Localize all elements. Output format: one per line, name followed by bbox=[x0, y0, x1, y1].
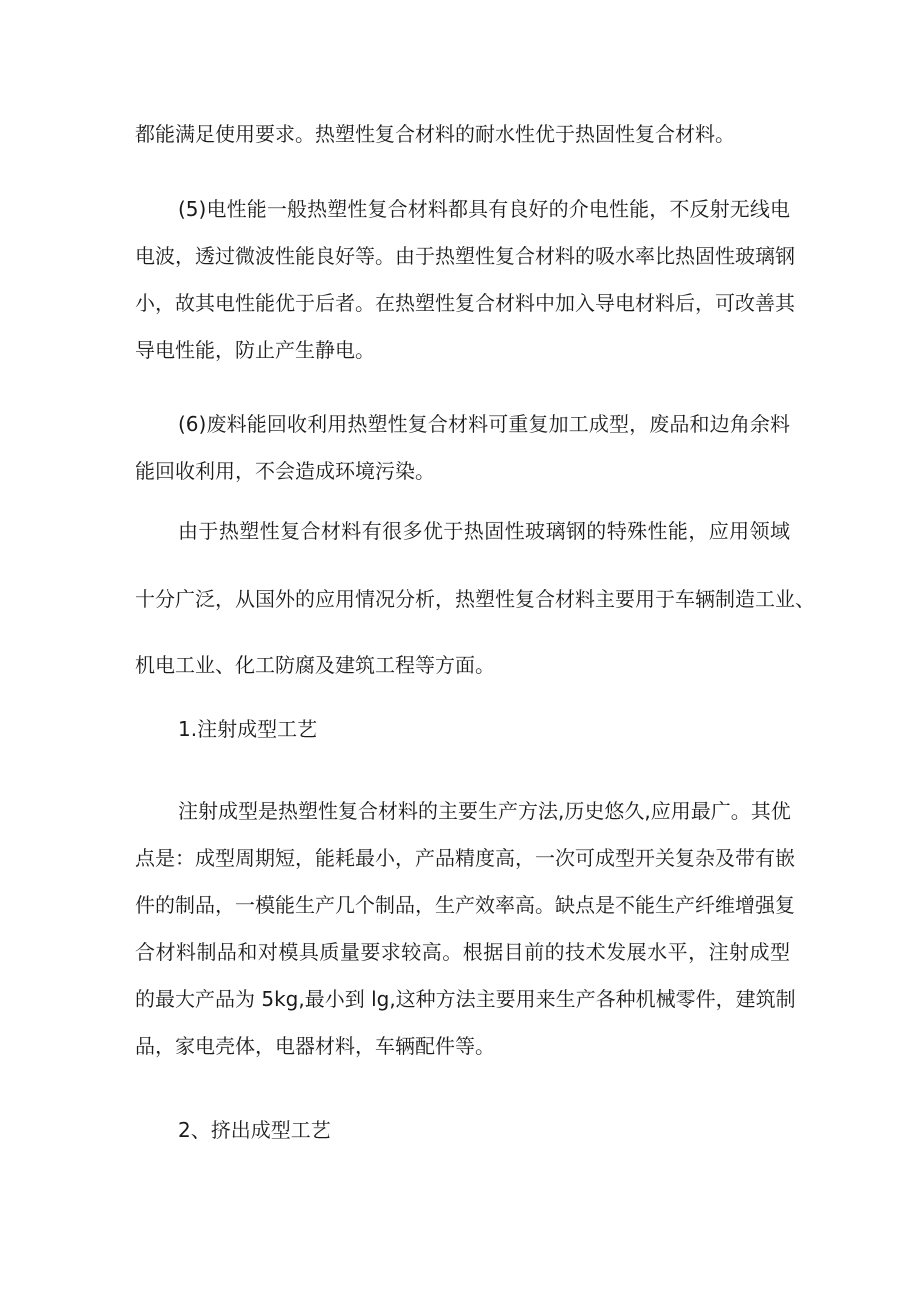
paragraph-line: 能回收利用，不会造成环境污染。 bbox=[135, 459, 435, 483]
section-heading: 2、挤出成型工艺 bbox=[178, 1118, 331, 1142]
paragraph-line: 件的制品，一模能生产几个制品，生产效率高。缺点是不能生产纤维增强复 bbox=[135, 893, 795, 917]
paragraph-line: (5)电性能一般热塑性复合材料都具有良好的介电性能，不反射无线电 bbox=[178, 197, 790, 221]
paragraph-line: 的最大产品为 5kg,最小到 lg,这种方法主要用来生产各种机械零件，建筑制 bbox=[135, 987, 796, 1011]
paragraph-line: 导电性能，防止产生静电。 bbox=[135, 338, 375, 362]
section-heading: 1.注射成型工艺 bbox=[178, 717, 318, 741]
paragraph-line: 十分广泛，从国外的应用情况分析，热塑性复合材料主要用于车辆制造工业、 bbox=[135, 587, 815, 611]
paragraph-line: 小，故其电性能优于后者。在热塑性复合材料中加入导电材料后，可改善其 bbox=[135, 291, 795, 315]
paragraph-line: 注射成型是热塑性复合材料的主要生产方法,历史悠久,应用最广。其优 bbox=[178, 799, 791, 823]
paragraph-line: 机电工业、化工防腐及建筑工程等方面。 bbox=[135, 653, 495, 677]
paragraph-line: 都能满足使用要求。热塑性复合材料的耐水性优于热固性复合材料。 bbox=[135, 122, 735, 146]
paragraph-line: 由于热塑性复合材料有很多优于热固性玻璃钢的特殊性能，应用领域 bbox=[178, 519, 790, 543]
paragraph-line: (6)废料能回收利用热塑性复合材料可重复加工成型，废品和边角余料 bbox=[178, 412, 790, 436]
paragraph-line: 点是：成型周期短，能耗最小，产品精度高，一次可成型开关复杂及带有嵌 bbox=[135, 846, 795, 870]
paragraph-line: 电波，透过微波性能良好等。由于热塑性复合材料的吸水率比热固性玻璃钢 bbox=[135, 244, 795, 268]
paragraph-line: 品，家电壳体，电器材料，车辆配件等。 bbox=[135, 1034, 495, 1058]
paragraph-line: 合材料制品和对模具质量要求较高。根据目前的技术发展水平，注射成型 bbox=[135, 940, 790, 964]
